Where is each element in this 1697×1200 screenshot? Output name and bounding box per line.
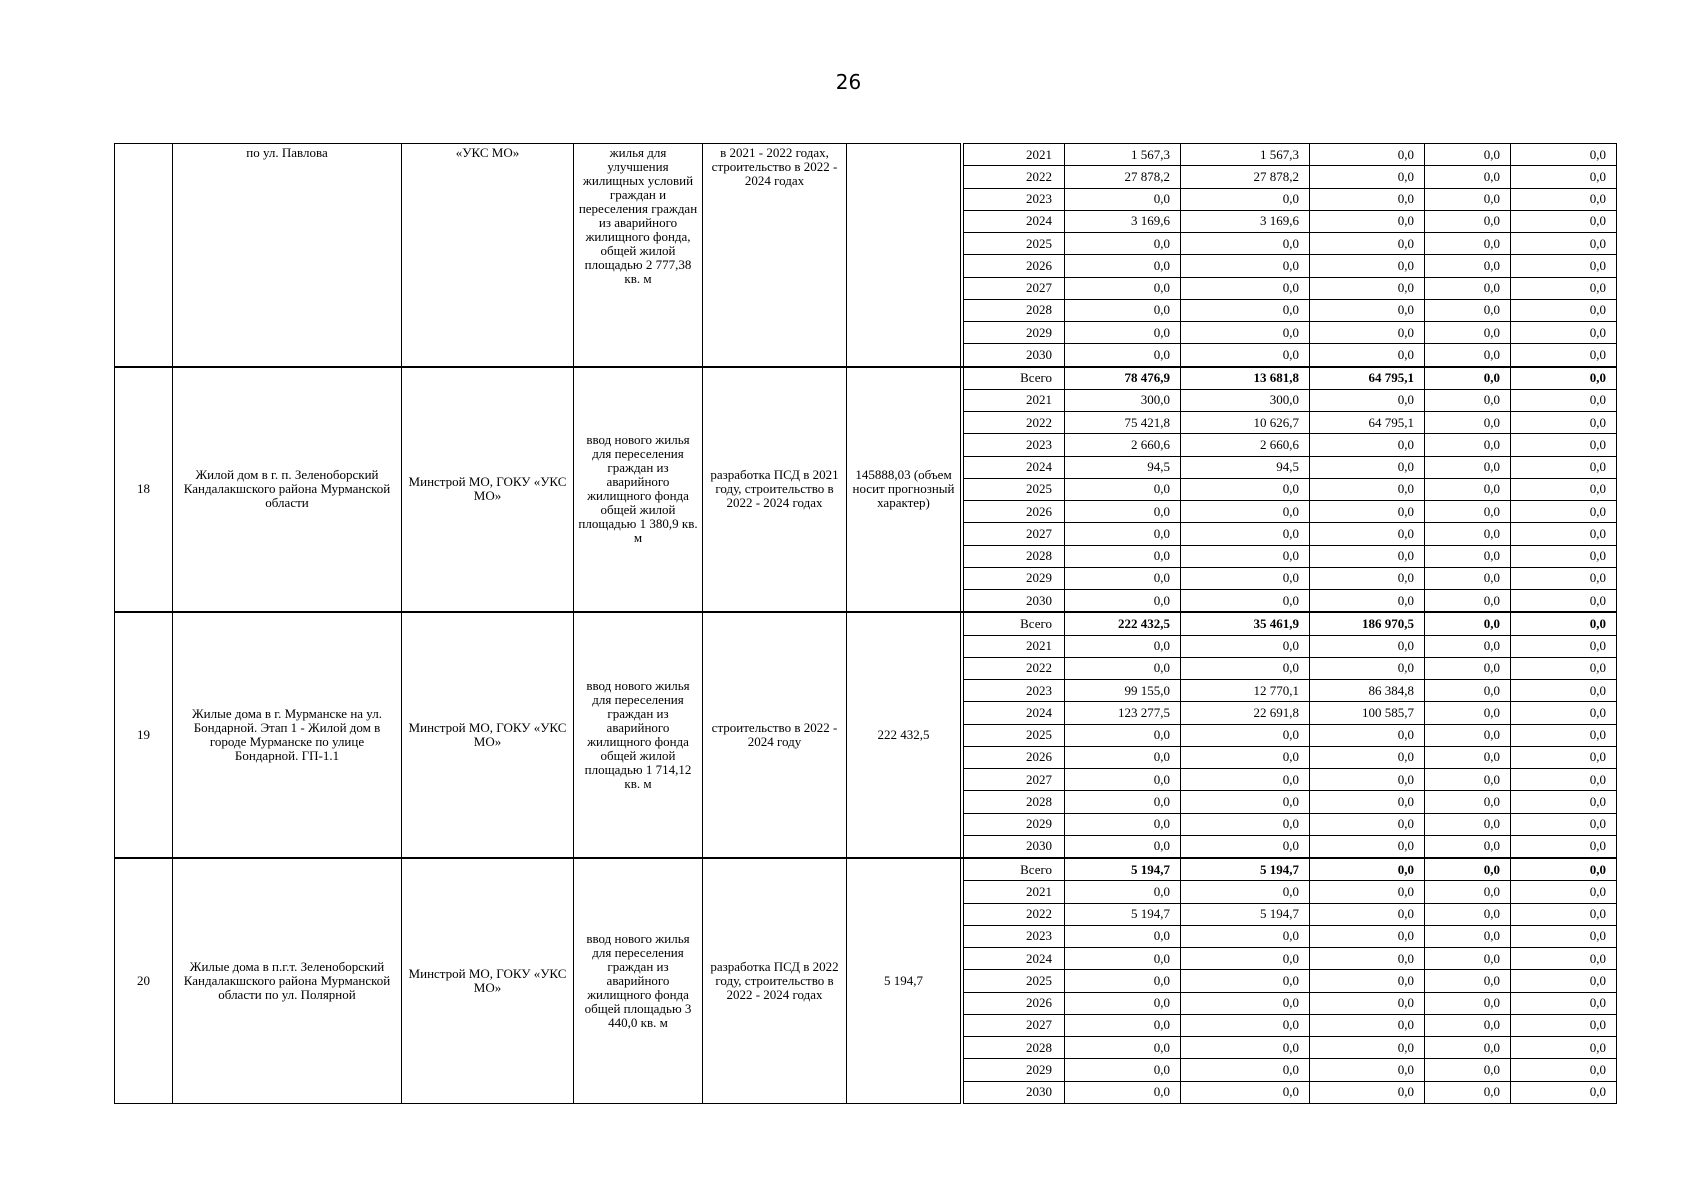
- federal-value: 0,0: [1181, 724, 1310, 746]
- local-value: 0,0: [1425, 322, 1511, 344]
- local-value: 0,0: [1425, 657, 1511, 679]
- local-value: 0,0: [1425, 567, 1511, 589]
- other-value: 0,0: [1511, 210, 1617, 232]
- total-value: 0,0: [1065, 299, 1181, 321]
- total-value: 222 432,5: [1065, 612, 1181, 635]
- regional-value: 0,0: [1310, 835, 1425, 858]
- total-value: 2 660,6: [1065, 434, 1181, 456]
- other-value: 0,0: [1511, 769, 1617, 791]
- regional-value: 0,0: [1310, 635, 1425, 657]
- year-cell: 2024: [964, 456, 1065, 478]
- local-value: 0,0: [1425, 881, 1511, 903]
- regional-value: 0,0: [1310, 210, 1425, 232]
- total-value: 0,0: [1065, 948, 1181, 970]
- other-value: 0,0: [1511, 523, 1617, 545]
- other-value: 0,0: [1511, 1037, 1617, 1059]
- project-number: [115, 144, 173, 367]
- project-executor: Минстрой МО, ГОКУ «УКС МО»: [402, 858, 574, 1103]
- other-value: 0,0: [1511, 567, 1617, 589]
- local-value: 0,0: [1425, 680, 1511, 702]
- project-description: ввод нового жилья для переселения граждан из аварийного жилищного фонда общей жилой площадью 1 714,12 кв. м: [574, 612, 703, 858]
- federal-value: 0,0: [1181, 322, 1310, 344]
- project-cost: [847, 144, 961, 367]
- page-number: 26: [835, 70, 862, 94]
- other-value: 0,0: [1511, 590, 1617, 613]
- federal-value: 3 169,6: [1181, 210, 1310, 232]
- regional-value: 100 585,7: [1310, 702, 1425, 724]
- year-cell: 2026: [964, 501, 1065, 523]
- total-label: Всего: [964, 367, 1065, 390]
- federal-value: 35 461,9: [1181, 612, 1310, 635]
- regional-value: 0,0: [1310, 791, 1425, 813]
- regional-value: 0,0: [1310, 925, 1425, 947]
- year-cell: 2023: [964, 188, 1065, 210]
- local-value: 0,0: [1425, 233, 1511, 255]
- year-cell: 2022: [964, 412, 1065, 434]
- federal-value: 0,0: [1181, 255, 1310, 277]
- regional-value: 0,0: [1310, 389, 1425, 411]
- total-value: 0,0: [1065, 545, 1181, 567]
- total-value: 0,0: [1065, 277, 1181, 299]
- other-value: 0,0: [1511, 299, 1617, 321]
- federal-value: 1 567,3: [1181, 144, 1310, 166]
- year-cell: 2021: [964, 389, 1065, 411]
- regional-value: 0,0: [1310, 322, 1425, 344]
- total-value: 0,0: [1065, 992, 1181, 1014]
- total-value: 0,0: [1065, 590, 1181, 613]
- total-value: 0,0: [1065, 1014, 1181, 1036]
- other-value: 0,0: [1511, 144, 1617, 166]
- federal-value: 0,0: [1181, 948, 1310, 970]
- federal-value: 0,0: [1181, 1059, 1310, 1081]
- total-value: 0,0: [1065, 791, 1181, 813]
- total-value: 0,0: [1065, 881, 1181, 903]
- other-value: 0,0: [1511, 680, 1617, 702]
- total-value: 0,0: [1065, 1081, 1181, 1103]
- project-cost: 145888,03 (объем носит прогнозный характер): [847, 367, 961, 613]
- regional-value: 64 795,1: [1310, 412, 1425, 434]
- total-value: 0,0: [1065, 233, 1181, 255]
- federal-value: 0,0: [1181, 881, 1310, 903]
- total-value: 0,0: [1065, 523, 1181, 545]
- federal-value: 0,0: [1181, 1014, 1310, 1036]
- project-name: Жилые дома в г. Мурманске на ул. Бондарной. Этап 1 - Жилой дом в городе Мурманске по улице Бондарной. ГП-1.1: [173, 612, 402, 858]
- year-cell: 2021: [964, 881, 1065, 903]
- year-cell: 2028: [964, 1037, 1065, 1059]
- local-value: 0,0: [1425, 344, 1511, 367]
- federal-value: 2 660,6: [1181, 434, 1310, 456]
- total-value: 75 421,8: [1065, 412, 1181, 434]
- regional-value: 0,0: [1310, 1014, 1425, 1036]
- other-value: 0,0: [1511, 434, 1617, 456]
- total-value: 0,0: [1065, 567, 1181, 589]
- regional-value: 0,0: [1310, 567, 1425, 589]
- year-cell: 2027: [964, 1014, 1065, 1036]
- regional-value: 0,0: [1310, 545, 1425, 567]
- total-value: 0,0: [1065, 657, 1181, 679]
- federal-value: 0,0: [1181, 925, 1310, 947]
- year-cell: 2023: [964, 680, 1065, 702]
- other-value: 0,0: [1511, 344, 1617, 367]
- regional-value: 0,0: [1310, 188, 1425, 210]
- project-executor: «УКС МО»: [402, 144, 574, 367]
- total-value: 0,0: [1065, 478, 1181, 500]
- total-value: 0,0: [1065, 813, 1181, 835]
- total-value: 0,0: [1065, 724, 1181, 746]
- year-cell: 2028: [964, 791, 1065, 813]
- federal-value: 13 681,8: [1181, 367, 1310, 390]
- year-cell: 2030: [964, 590, 1065, 613]
- total-value: 0,0: [1065, 746, 1181, 768]
- regional-value: 0,0: [1310, 1059, 1425, 1081]
- regional-value: 0,0: [1310, 903, 1425, 925]
- local-value: 0,0: [1425, 1037, 1511, 1059]
- regional-value: 0,0: [1310, 501, 1425, 523]
- year-cell: 2030: [964, 1081, 1065, 1103]
- federal-value: 0,0: [1181, 769, 1310, 791]
- local-value: 0,0: [1425, 299, 1511, 321]
- other-value: 0,0: [1511, 545, 1617, 567]
- federal-value: 0,0: [1181, 501, 1310, 523]
- federal-value: 0,0: [1181, 1037, 1310, 1059]
- local-value: 0,0: [1425, 188, 1511, 210]
- project-number: 19: [115, 612, 173, 858]
- federal-value: 0,0: [1181, 635, 1310, 657]
- total-value: 0,0: [1065, 635, 1181, 657]
- total-value: 5 194,7: [1065, 858, 1181, 881]
- federal-value: 0,0: [1181, 478, 1310, 500]
- regional-value: 0,0: [1310, 881, 1425, 903]
- federal-value: 0,0: [1181, 188, 1310, 210]
- regional-value: 0,0: [1310, 724, 1425, 746]
- table-row-total: [115, 858, 1617, 881]
- regional-value: 0,0: [1310, 434, 1425, 456]
- year-cell: 2024: [964, 948, 1065, 970]
- total-label: Всего: [964, 612, 1065, 635]
- year-cell: 2029: [964, 322, 1065, 344]
- other-value: 0,0: [1511, 367, 1617, 390]
- regional-value: 0,0: [1310, 456, 1425, 478]
- other-value: 0,0: [1511, 657, 1617, 679]
- other-value: 0,0: [1511, 389, 1617, 411]
- local-value: 0,0: [1425, 389, 1511, 411]
- local-value: 0,0: [1425, 456, 1511, 478]
- project-name: по ул. Павлова: [173, 144, 402, 367]
- local-value: 0,0: [1425, 702, 1511, 724]
- federal-value: 94,5: [1181, 456, 1310, 478]
- total-value: 300,0: [1065, 389, 1181, 411]
- regional-value: 0,0: [1310, 255, 1425, 277]
- local-value: 0,0: [1425, 478, 1511, 500]
- year-cell: 2030: [964, 344, 1065, 367]
- regional-value: 0,0: [1310, 657, 1425, 679]
- year-cell: 2028: [964, 299, 1065, 321]
- project-cost: 222 432,5: [847, 612, 961, 858]
- local-value: 0,0: [1425, 144, 1511, 166]
- total-value: 0,0: [1065, 344, 1181, 367]
- other-value: 0,0: [1511, 456, 1617, 478]
- investment-table: [114, 143, 1617, 1104]
- year-cell: 2023: [964, 925, 1065, 947]
- total-value: 27 878,2: [1065, 166, 1181, 188]
- total-value: 99 155,0: [1065, 680, 1181, 702]
- total-value: 0,0: [1065, 1037, 1181, 1059]
- regional-value: 0,0: [1310, 523, 1425, 545]
- year-cell: 2021: [964, 635, 1065, 657]
- total-value: 0,0: [1065, 925, 1181, 947]
- project-name: Жилые дома в п.г.т. Зеленоборский Кандалакшского района Мурманской области по ул. Полярной: [173, 858, 402, 1103]
- federal-value: 0,0: [1181, 277, 1310, 299]
- other-value: 0,0: [1511, 948, 1617, 970]
- local-value: 0,0: [1425, 903, 1511, 925]
- other-value: 0,0: [1511, 992, 1617, 1014]
- regional-value: 0,0: [1310, 992, 1425, 1014]
- regional-value: 0,0: [1310, 144, 1425, 166]
- federal-value: 0,0: [1181, 970, 1310, 992]
- other-value: 0,0: [1511, 702, 1617, 724]
- regional-value: 186 970,5: [1310, 612, 1425, 635]
- local-value: 0,0: [1425, 791, 1511, 813]
- local-value: 0,0: [1425, 858, 1511, 881]
- year-cell: 2025: [964, 724, 1065, 746]
- project-number: 18: [115, 367, 173, 613]
- regional-value: 0,0: [1310, 344, 1425, 367]
- other-value: 0,0: [1511, 188, 1617, 210]
- regional-value: 0,0: [1310, 1037, 1425, 1059]
- regional-value: 0,0: [1310, 166, 1425, 188]
- federal-value: 5 194,7: [1181, 903, 1310, 925]
- table-row-total: [115, 367, 1617, 390]
- local-value: 0,0: [1425, 612, 1511, 635]
- total-label: Всего: [964, 858, 1065, 881]
- federal-value: 0,0: [1181, 344, 1310, 367]
- year-cell: 2026: [964, 255, 1065, 277]
- other-value: 0,0: [1511, 835, 1617, 858]
- table-row: [115, 144, 1617, 166]
- other-value: 0,0: [1511, 925, 1617, 947]
- project-period: строительство в 2022 - 2024 году: [703, 612, 847, 858]
- local-value: 0,0: [1425, 412, 1511, 434]
- local-value: 0,0: [1425, 724, 1511, 746]
- federal-value: 0,0: [1181, 523, 1310, 545]
- year-cell: 2022: [964, 903, 1065, 925]
- other-value: 0,0: [1511, 746, 1617, 768]
- regional-value: 0,0: [1310, 1081, 1425, 1103]
- year-cell: 2029: [964, 1059, 1065, 1081]
- regional-value: 0,0: [1310, 948, 1425, 970]
- year-cell: 2025: [964, 478, 1065, 500]
- local-value: 0,0: [1425, 925, 1511, 947]
- total-value: 0,0: [1065, 255, 1181, 277]
- local-value: 0,0: [1425, 255, 1511, 277]
- project-executor: Минстрой МО, ГОКУ «УКС МО»: [402, 367, 574, 613]
- project-number: 20: [115, 858, 173, 1103]
- total-value: 3 169,6: [1065, 210, 1181, 232]
- total-value: 0,0: [1065, 322, 1181, 344]
- project-name: Жилой дом в г. п. Зеленоборский Кандалакшского района Мурманской области: [173, 367, 402, 613]
- table-row-total: [115, 612, 1617, 635]
- local-value: 0,0: [1425, 545, 1511, 567]
- other-value: 0,0: [1511, 903, 1617, 925]
- year-cell: 2022: [964, 166, 1065, 188]
- federal-value: 5 194,7: [1181, 858, 1310, 881]
- local-value: 0,0: [1425, 769, 1511, 791]
- total-value: 1 567,3: [1065, 144, 1181, 166]
- federal-value: 0,0: [1181, 233, 1310, 255]
- year-cell: 2026: [964, 746, 1065, 768]
- local-value: 0,0: [1425, 813, 1511, 835]
- project-period: разработка ПСД в 2021 году, строительство в 2022 - 2024 годах: [703, 367, 847, 613]
- other-value: 0,0: [1511, 233, 1617, 255]
- federal-value: 27 878,2: [1181, 166, 1310, 188]
- project-description: ввод нового жилья для переселения граждан из аварийного жилищного фонда общей площадью 3 440,0 кв. м: [574, 858, 703, 1103]
- other-value: 0,0: [1511, 166, 1617, 188]
- other-value: 0,0: [1511, 255, 1617, 277]
- other-value: 0,0: [1511, 478, 1617, 500]
- total-value: 0,0: [1065, 769, 1181, 791]
- local-value: 0,0: [1425, 835, 1511, 858]
- local-value: 0,0: [1425, 992, 1511, 1014]
- other-value: 0,0: [1511, 724, 1617, 746]
- year-cell: 2023: [964, 434, 1065, 456]
- federal-value: 0,0: [1181, 813, 1310, 835]
- total-value: 0,0: [1065, 501, 1181, 523]
- year-cell: 2025: [964, 970, 1065, 992]
- total-value: 94,5: [1065, 456, 1181, 478]
- federal-value: 10 626,7: [1181, 412, 1310, 434]
- total-value: 123 277,5: [1065, 702, 1181, 724]
- local-value: 0,0: [1425, 434, 1511, 456]
- federal-value: 12 770,1: [1181, 680, 1310, 702]
- local-value: 0,0: [1425, 166, 1511, 188]
- regional-value: 0,0: [1310, 970, 1425, 992]
- federal-value: 0,0: [1181, 835, 1310, 858]
- federal-value: 0,0: [1181, 590, 1310, 613]
- project-period: разработка ПСД в 2022 году, строительство в 2022 - 2024 годах: [703, 858, 847, 1103]
- year-cell: 2030: [964, 835, 1065, 858]
- year-cell: 2027: [964, 277, 1065, 299]
- table-body: [115, 144, 1617, 1104]
- year-cell: 2026: [964, 992, 1065, 1014]
- year-cell: 2029: [964, 567, 1065, 589]
- local-value: 0,0: [1425, 1059, 1511, 1081]
- local-value: 0,0: [1425, 501, 1511, 523]
- federal-value: 0,0: [1181, 545, 1310, 567]
- regional-value: 0,0: [1310, 478, 1425, 500]
- local-value: 0,0: [1425, 367, 1511, 390]
- other-value: 0,0: [1511, 1014, 1617, 1036]
- regional-value: 86 384,8: [1310, 680, 1425, 702]
- federal-value: 0,0: [1181, 791, 1310, 813]
- federal-value: 0,0: [1181, 992, 1310, 1014]
- year-cell: 2027: [964, 769, 1065, 791]
- project-cost: 5 194,7: [847, 858, 961, 1103]
- other-value: 0,0: [1511, 970, 1617, 992]
- other-value: 0,0: [1511, 412, 1617, 434]
- year-cell: 2028: [964, 545, 1065, 567]
- project-executor: Минстрой МО, ГОКУ «УКС МО»: [402, 612, 574, 858]
- regional-value: 0,0: [1310, 233, 1425, 255]
- project-description: жилья для улучшения жилищных условий граждан и переселения граждан из аварийного жилищного фонда, общей жилой площадью 2 777,38 кв. м: [574, 144, 703, 367]
- other-value: 0,0: [1511, 322, 1617, 344]
- regional-value: 0,0: [1310, 858, 1425, 881]
- total-value: 0,0: [1065, 970, 1181, 992]
- year-cell: 2024: [964, 210, 1065, 232]
- local-value: 0,0: [1425, 210, 1511, 232]
- total-value: 78 476,9: [1065, 367, 1181, 390]
- local-value: 0,0: [1425, 1081, 1511, 1103]
- federal-value: 0,0: [1181, 746, 1310, 768]
- other-value: 0,0: [1511, 277, 1617, 299]
- other-value: 0,0: [1511, 1081, 1617, 1103]
- total-value: 5 194,7: [1065, 903, 1181, 925]
- regional-value: 64 795,1: [1310, 367, 1425, 390]
- federal-value: 0,0: [1181, 299, 1310, 321]
- local-value: 0,0: [1425, 746, 1511, 768]
- local-value: 0,0: [1425, 635, 1511, 657]
- project-period: в 2021 - 2022 годах, строительство в 2022 - 2024 годах: [703, 144, 847, 367]
- local-value: 0,0: [1425, 590, 1511, 613]
- year-cell: 2025: [964, 233, 1065, 255]
- other-value: 0,0: [1511, 612, 1617, 635]
- regional-value: 0,0: [1310, 590, 1425, 613]
- other-value: 0,0: [1511, 501, 1617, 523]
- federal-value: 300,0: [1181, 389, 1310, 411]
- year-cell: 2024: [964, 702, 1065, 724]
- regional-value: 0,0: [1310, 277, 1425, 299]
- project-description: ввод нового жилья для переселения граждан из аварийного жилищного фонда общей жилой площадью 1 380,9 кв. м: [574, 367, 703, 613]
- year-cell: 2022: [964, 657, 1065, 679]
- federal-value: 0,0: [1181, 657, 1310, 679]
- other-value: 0,0: [1511, 881, 1617, 903]
- year-cell: 2021: [964, 144, 1065, 166]
- local-value: 0,0: [1425, 948, 1511, 970]
- year-cell: 2029: [964, 813, 1065, 835]
- regional-value: 0,0: [1310, 299, 1425, 321]
- year-cell: 2027: [964, 523, 1065, 545]
- regional-value: 0,0: [1310, 746, 1425, 768]
- other-value: 0,0: [1511, 635, 1617, 657]
- other-value: 0,0: [1511, 791, 1617, 813]
- regional-value: 0,0: [1310, 813, 1425, 835]
- total-value: 0,0: [1065, 835, 1181, 858]
- federal-value: 0,0: [1181, 567, 1310, 589]
- local-value: 0,0: [1425, 277, 1511, 299]
- total-value: 0,0: [1065, 1059, 1181, 1081]
- federal-value: 22 691,8: [1181, 702, 1310, 724]
- regional-value: 0,0: [1310, 769, 1425, 791]
- other-value: 0,0: [1511, 813, 1617, 835]
- other-value: 0,0: [1511, 858, 1617, 881]
- local-value: 0,0: [1425, 1014, 1511, 1036]
- local-value: 0,0: [1425, 970, 1511, 992]
- other-value: 0,0: [1511, 1059, 1617, 1081]
- federal-value: 0,0: [1181, 1081, 1310, 1103]
- local-value: 0,0: [1425, 523, 1511, 545]
- total-value: 0,0: [1065, 188, 1181, 210]
